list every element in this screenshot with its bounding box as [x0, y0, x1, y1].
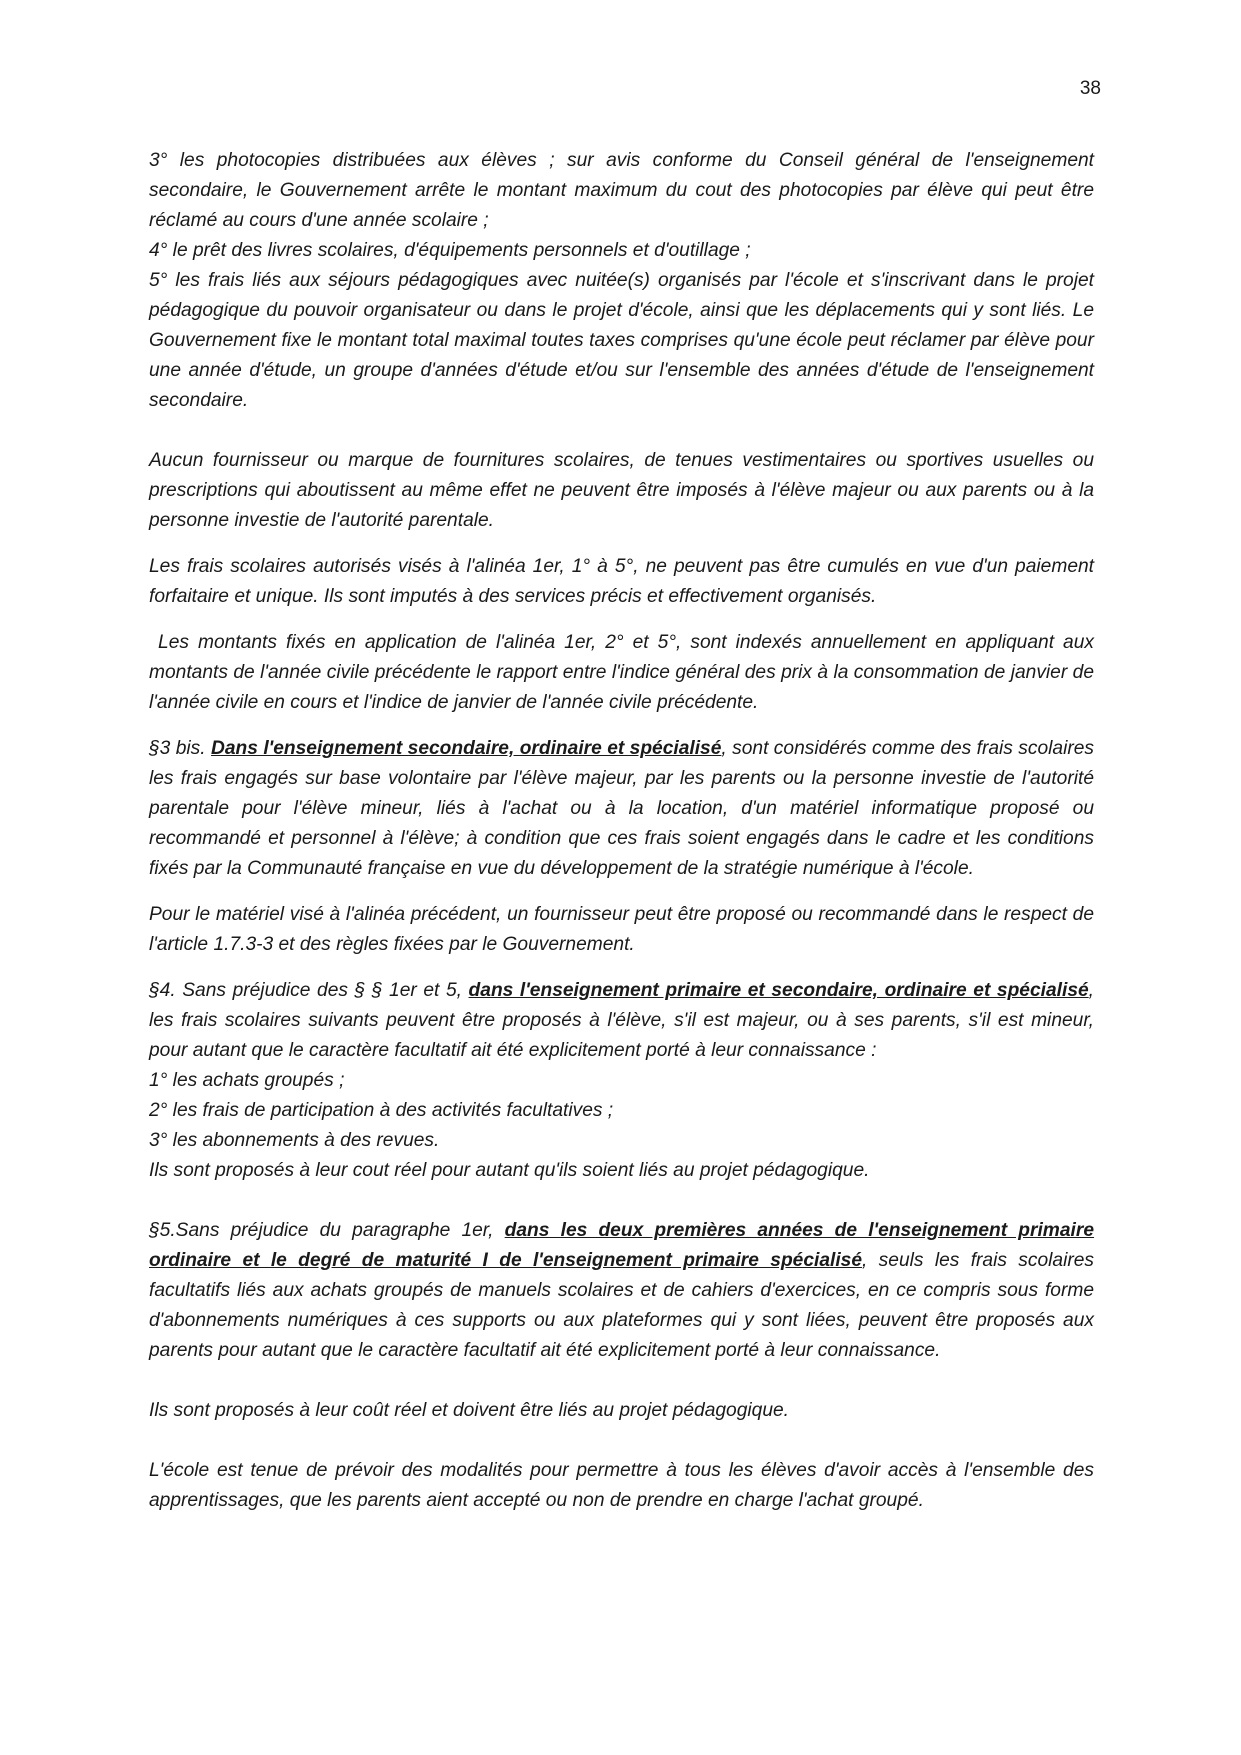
section-4-closing: Ils sont proposés à leur cout réel pour autant qu'ils soient liés au projet pédagogique.	[149, 1160, 870, 1181]
paragraph-section-4	[149, 976, 1094, 1186]
paragraph-montants-indexes: Les montants fixés en application de l'alinéa 1er, 2° et 5°, sont indexés annuellement en appliquant aux montants de l'année civile précédente le rapport entre l'indice général des prix à la consommation de janvier de l'année civile en cours et l'indice de janvier de l'année civile précédente.	[149, 632, 1100, 713]
section-4-scope: dans l'enseignement primaire et secondaire, ordinaire et spécialisé	[468, 980, 1089, 1001]
paragraph-ecole-modalites: L'école est tenue de prévoir des modalités pour permettre à tous les élèves d'avoir accès à l'ensemble des apprentissages, que les parents aient accepté ou non de prendre en charge l'achat groupé.	[149, 1460, 1094, 1511]
item-5-sejours: 5° les frais liés aux séjours pédagogiques avec nuitée(s) organisés par l'école et s'inscrivant dans le projet pédagogique du pouvoir organisateur ou dans le projet d'école, ainsi que les déplacements qui y sont liés. Le Gouvernement fixe le montant total maximal toutes taxes comprises qu'une école peut réclamer par élève pour une année d'étude, un groupe d'années d'étude et/ou sur l'ensemble des années d'étude de l'enseignement secondaire.	[149, 270, 1094, 411]
section-5-prefix: §5.Sans préjudice du paragraphe 1er,	[149, 1220, 505, 1241]
section-4-item: 3° les abonnements à des revues.	[149, 1130, 440, 1151]
item-4-pret: 4° le prêt des livres scolaires, d'équipements personnels et d'outillage ;	[149, 240, 751, 261]
paragraph-materiel: Pour le matériel visé à l'alinéa précédent, un fournisseur peut être proposé ou recommandé dans le respect de l'article 1.7.3-3 et des règles fixées par le Gouvernement.	[149, 904, 1094, 955]
paragraph-section-3-bis	[149, 734, 1094, 884]
section-3-bis-text: , sont considérés comme des frais scolaires les frais engagés sur base volontaire par l'élève majeur, par les parents ou la personne investie de l'autorité parentale pour l'élève mineur, liés à l'achat ou à la location, d'un matériel informatique proposé ou recommandé et personnel à l'élève; à condition que ces frais soient engagés dans le cadre et les conditions fixés par la Communauté française en vue du développement de la stratégie numérique à l'école.	[149, 738, 1094, 879]
item-3-photocopies: 3° les photocopies distribuées aux élèves ; sur avis conforme du Conseil général de l'enseignement secondaire, le Gouvernement arrête le montant maximum du cout des photocopies par élève qui peut être réclamé au cours d'une année scolaire ;	[149, 150, 1094, 231]
paragraph-aucun-fournisseur: Aucun fournisseur ou marque de fournitures scolaires, de tenues vestimentaires ou sportives usuelles ou prescriptions qui aboutissent au même effet ne peuvent être imposés à l'élève majeur ou aux parents ou à la personne investie de l'autorité parentale.	[149, 450, 1094, 531]
section-4-text: , les frais scolaires suivants peuvent être proposés à l'élève, s'il est majeur, ou à ses parents, s'il est mineur, pour autant que le caractère facultatif ait été explicitement porté à leur connaissance :	[149, 980, 1095, 1061]
page-content	[149, 146, 1100, 1516]
section-4-item: 1° les achats groupés ;	[149, 1070, 345, 1091]
paragraph-cout-reel: Ils sont proposés à leur coût réel et doivent être liés au projet pédagogique.	[149, 1400, 789, 1421]
section-5-text: , seuls les frais scolaires facultatifs liés aux achats groupés de manuels scolaires et de cahiers d'exercices, en ce compris sous forme d'abonnements numériques à ces supports ou aux plateformes qui y sont liées, peuvent être proposés aux parents pour autant que le caractère facultatif ait été explicitement porté à leur connaissance.	[149, 1250, 1094, 1361]
paragraph-frais-autorises: Les frais scolaires autorisés visés à l'alinéa 1er, 1° à 5°, ne peuvent pas être cumulés en vue d'un paiement forfaitaire et unique. Ils sont imputés à des services précis et effectivement organisés.	[149, 556, 1094, 607]
section-4-item: 2° les frais de participation à des activités facultatives ;	[149, 1100, 614, 1121]
section-4-prefix: §4. Sans préjudice des § § 1er et 5,	[149, 980, 469, 1001]
section-3-bis-prefix: §3 bis.	[149, 738, 212, 759]
paragraph-items-3-to-5	[149, 146, 1094, 416]
page-number: 38	[1079, 78, 1101, 99]
section-5-scope: dans les deux premières années de l'enseignement primaire ordinaire et le degré de maturité I de l'enseignement primaire spécialisé	[149, 1220, 1095, 1271]
section-4-intro	[149, 976, 1094, 1066]
section-3-bis-scope: Dans l'enseignement secondaire, ordinaire et spécialisé	[211, 738, 722, 759]
paragraph-section-5	[149, 1216, 1094, 1366]
